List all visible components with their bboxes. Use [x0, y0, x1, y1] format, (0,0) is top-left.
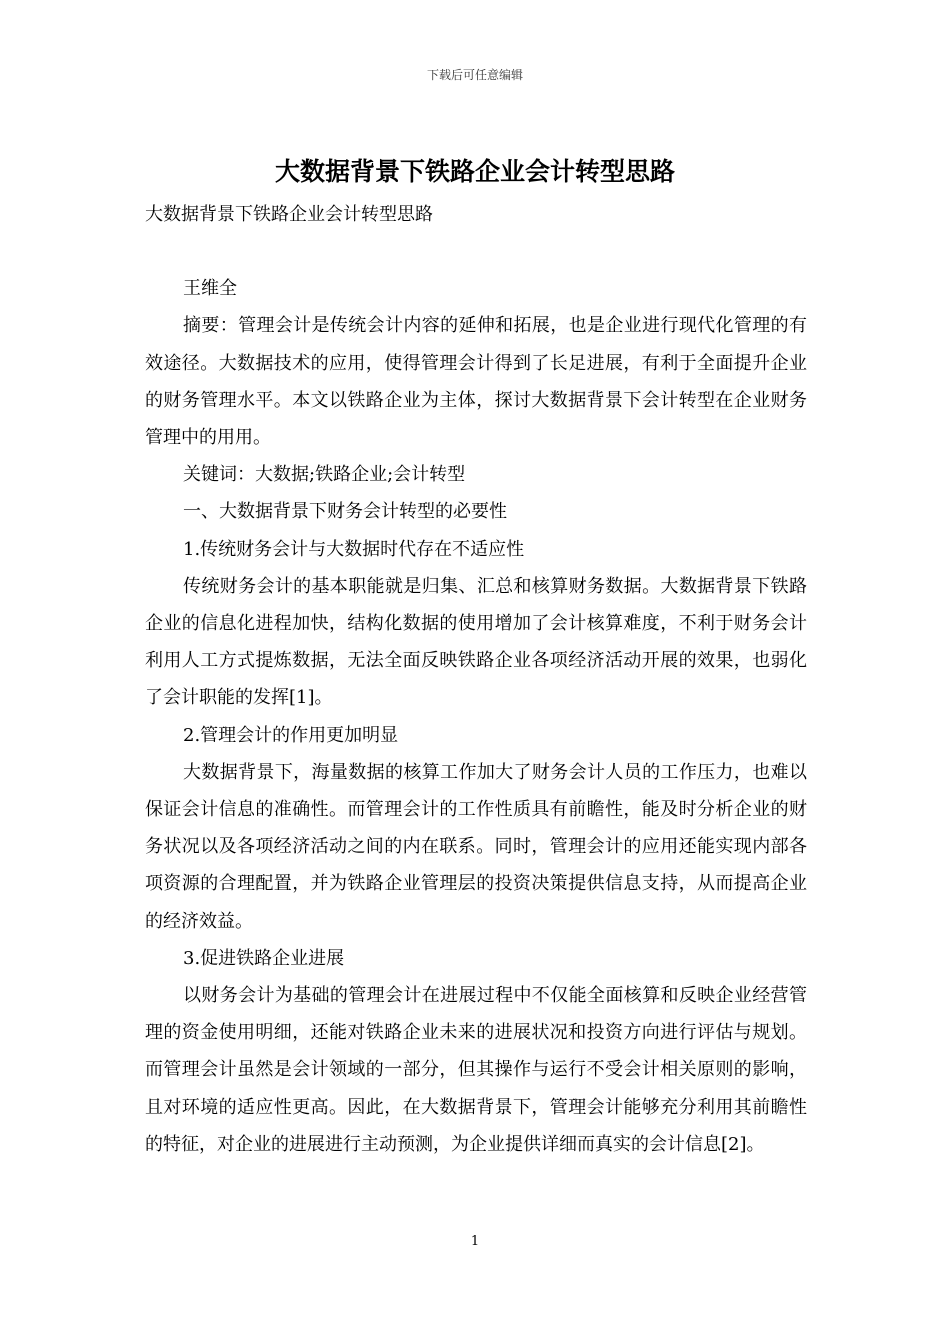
author: 王维全: [183, 278, 237, 300]
keywords: 关键词：大数据;铁路企业;会计转型: [183, 464, 466, 486]
subsection-heading-3: 3.促进铁路企业进展: [183, 947, 345, 969]
subsection-heading-1: 1.传统财务会计与大数据时代存在不适应性: [183, 538, 525, 560]
subsection-body-2: 大数据背景下，海量数据的核算工作加大了财务会计人员的工作压力，也难以保证会计信息的准确性。而管理会计的工作性质具有前瞻性，能及时分析企业的财务状况以及各项经济活动之间的内在联系。同时，管理会计的应用还能实现内部各项资源的合理配置，并为铁路企业管理层的投资决策提供信息支持，从而提高企业的经济效益。: [145, 761, 807, 932]
document-title: 大数据背景下铁路企业会计转型思路: [274, 157, 675, 186]
blank-line: [145, 233, 807, 270]
abstract-paragraph: 摘要：管理会计是传统会计内容的延伸和拓展，也是企业进行现代化管理的有效途径。大数据技术的应用，使得管理会计得到了长足进展，有利于全面提升企业的财务管理水平。本文以铁路企业为主体，探讨大数据背景下会计转型在企业财务管理中的用用。: [145, 315, 807, 449]
subsection-heading-2: 2.管理会计的作用更加明显: [183, 724, 399, 746]
subsection-body-3: 以财务会计为基础的管理会计在进展过程中不仅能全面核算和反映企业经营管理的资金使用明细，还能对铁路企业未来的进展状况和投资方向进行评估与规划。而管理会计虽然是会计领域的一部分，但其操作与运行不受会计相关原则的影响，且对环境的适应性更高。因此，在大数据背景下，管理会计能够充分利用其前瞻性的特征，对企业的进展进行主动预测，为企业提供详细而真实的会计信息[2]。: [145, 985, 807, 1155]
subsection-body-1: 传统财务会计的基本职能就是归集、汇总和核算财务数据。大数据背景下铁路企业的信息化进程加快，结构化数据的使用增加了会计核算难度，不利于财务会计利用人工方式提炼数据，无法全面反映铁路企业各项经济活动开展的效果，也弱化了会计职能的发挥[1]。: [145, 575, 807, 709]
page-number: 1: [470, 1234, 480, 1249]
document-subtitle: 大数据背景下铁路企业会计转型思路: [145, 204, 433, 225]
header-note: 下载后可任意编辑: [426, 68, 523, 82]
section-heading: 一、大数据背景下财务会计转型的必要性: [183, 501, 507, 523]
document-body: [145, 196, 807, 1163]
